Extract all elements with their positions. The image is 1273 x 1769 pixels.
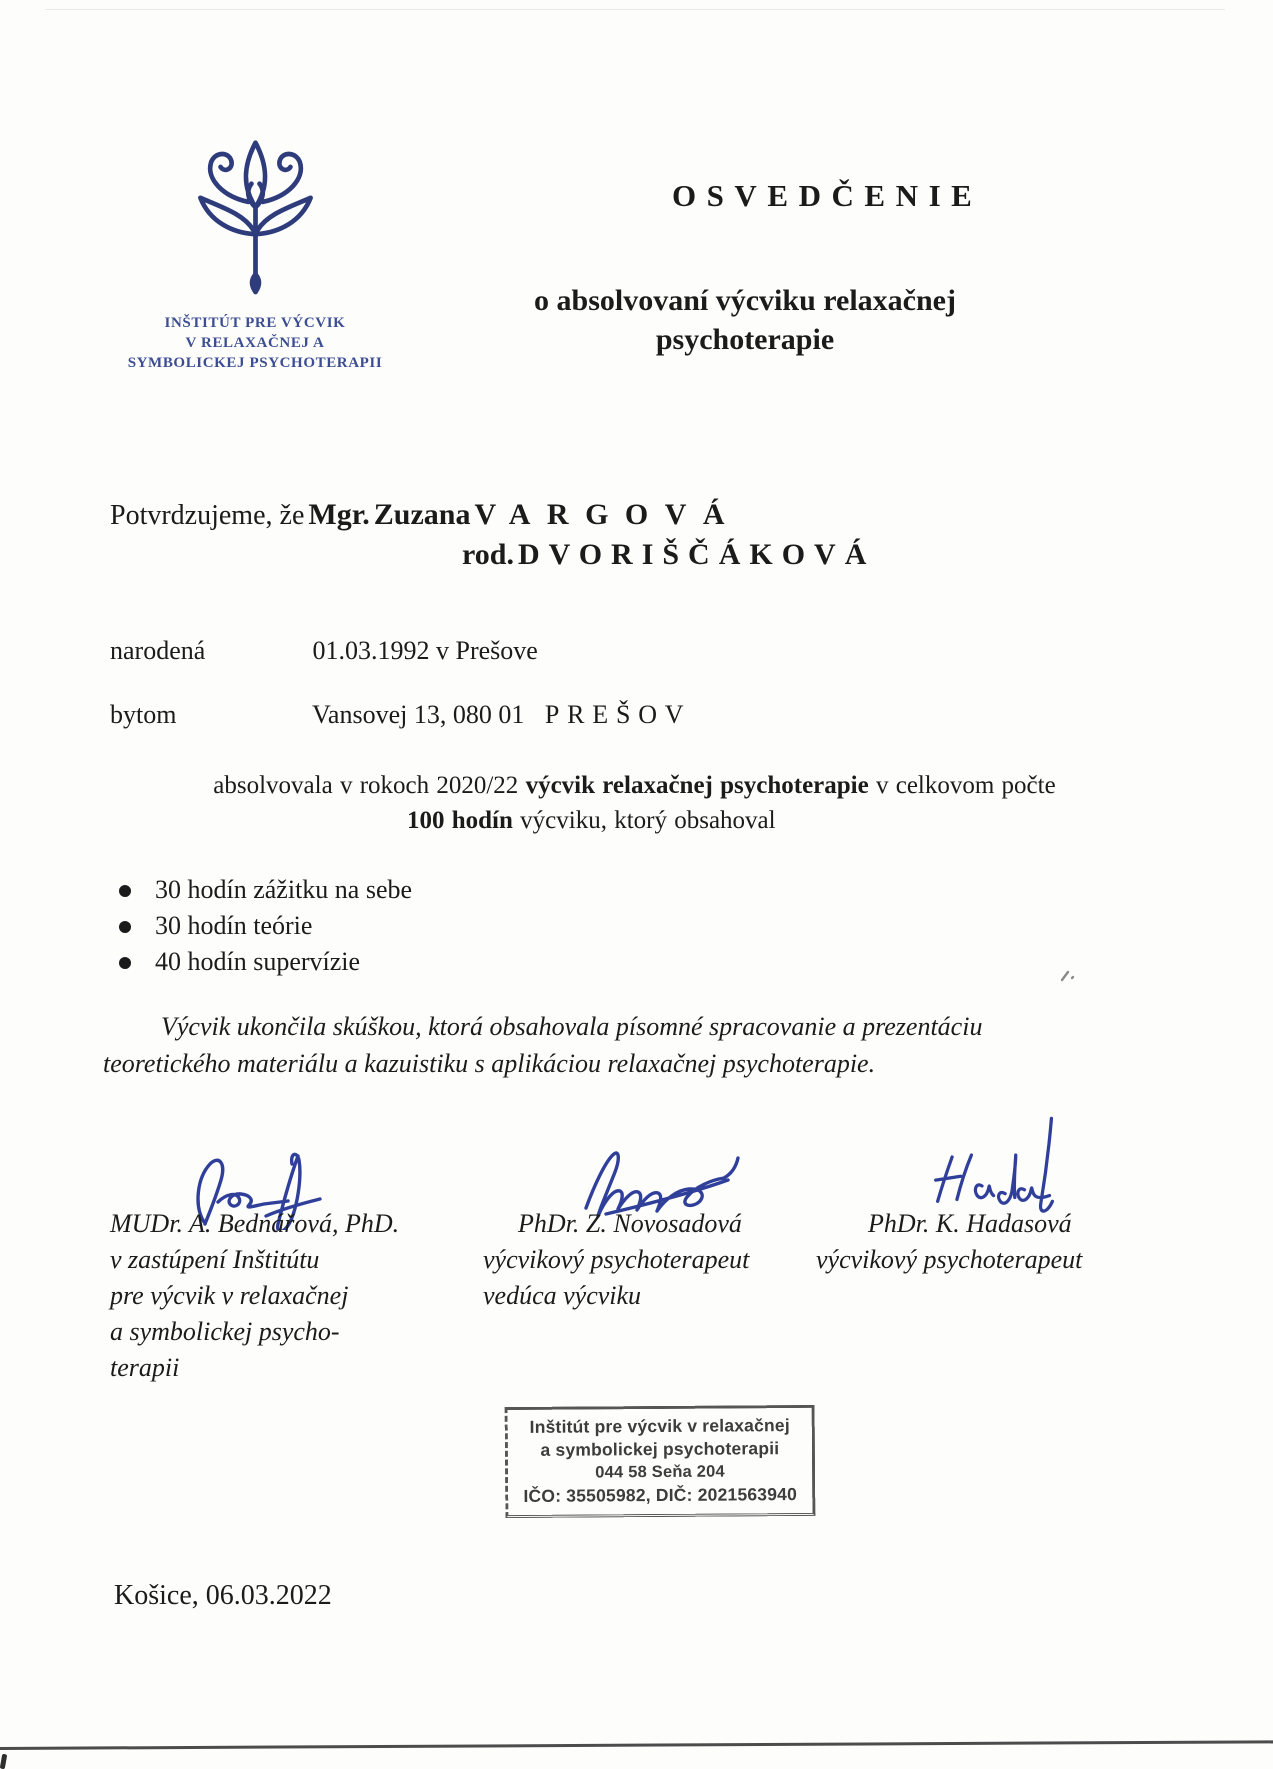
training-hours-bold: 100 hodín <box>407 807 513 834</box>
stamp-line: IČO: 35505982, DIČ: 2021563940 <box>523 1484 798 1506</box>
training-line-1 <box>62 768 1207 803</box>
signatory-role-line: výcvikový psychoterapeut <box>483 1245 750 1274</box>
institute-logo <box>100 136 410 373</box>
list-item: 30 hodín teórie <box>155 908 412 944</box>
training-paragraph <box>62 768 1207 838</box>
signatory-name: MUDr. A. Bednářová, PhD. <box>110 1209 400 1238</box>
holder-name-block <box>110 498 875 572</box>
institute-caption-line: V RELAXAČNEJ A <box>185 335 325 351</box>
born-row <box>110 636 538 666</box>
list-item: 40 hodín supervízie <box>155 944 412 980</box>
residence-value: Vansovej 13, 080 01 <box>312 700 525 729</box>
maiden-name-line <box>462 538 875 572</box>
scan-stray-mark <box>1058 964 1078 986</box>
scan-edge-line-bottom <box>0 1740 1273 1750</box>
born-label: narodená <box>110 636 206 665</box>
signatory-role-line: výcvikový psychoterapeut <box>816 1245 1083 1274</box>
institute-caption-line: SYMBOLICKEJ PSYCHOTERAPII <box>127 355 383 371</box>
signatory-role-line: a symbolickej psycho- <box>110 1317 340 1346</box>
institute-stamp <box>505 1405 816 1518</box>
certificate-title: OSVEDČENIE <box>672 178 983 213</box>
signatory-role-line: pre výcvik v relaxačnej <box>110 1281 349 1310</box>
signatory-column <box>483 1206 749 1314</box>
list-item: 30 hodín zážitku na sebe <box>155 872 412 908</box>
signatory-name: PhDr. Z. Novosadová <box>518 1209 742 1238</box>
institute-name-caption <box>100 313 410 373</box>
signatory-column <box>816 1206 1082 1278</box>
stamp-line: a symbolickej psychoterapii <box>540 1438 780 1460</box>
confirmation-lead: Potvrdzujeme, že <box>110 500 305 531</box>
maiden-name: DVORIŠČÁKOVÁ <box>517 538 876 571</box>
signatory-role-line: vedúca výcviku <box>483 1281 642 1310</box>
training-text: absolvovala v rokoch 2020/22 <box>213 772 519 799</box>
residence-label: bytom <box>110 700 177 729</box>
scan-corner-mark <box>0 1754 7 1769</box>
certificate-subtitle-line: psychoterapie <box>655 323 835 356</box>
holder-degree: Mgr. <box>308 498 370 531</box>
exam-paragraph <box>103 1008 1183 1082</box>
scan-edge-line-top <box>45 9 1225 10</box>
holder-first-name: Zuzana <box>373 498 471 531</box>
training-breakdown-list <box>155 872 412 980</box>
exam-paragraph-line: teoretického materiálu a kazuistiku s aplikáciou relaxačnej psychoterapie. <box>103 1049 876 1078</box>
training-line-2 <box>407 803 1207 838</box>
signatory-column <box>110 1206 399 1386</box>
stamp-line: Inštitút pre výcvik v relaxačnej <box>529 1415 790 1437</box>
born-value: 01.03.1992 v Prešove <box>312 636 538 665</box>
signatory-role-line: terapii <box>110 1353 180 1382</box>
certificate-subtitle <box>420 281 1070 359</box>
institute-caption-line: INŠTITÚT PRE VÝCVIK <box>164 315 346 331</box>
exam-paragraph-line: Výcvik ukončila skúškou, ktorá obsahovala písomné spracovanie a prezentáciu <box>161 1012 983 1041</box>
residence-city: PREŠOV <box>544 700 692 729</box>
stamp-line: 044 58 Seňa 204 <box>595 1462 725 1482</box>
maiden-prefix: rod. <box>462 538 514 571</box>
training-text-bold: výcvik relaxačnej psychoterapie <box>525 772 869 799</box>
lily-flower-icon <box>173 136 338 304</box>
signatory-role-line: v zastúpení Inštitútu <box>110 1245 320 1274</box>
signatory-name: PhDr. K. Hadasová <box>868 1209 1072 1238</box>
place-date: Košice, 06.03.2022 <box>114 1580 332 1611</box>
holder-name-line <box>110 498 875 532</box>
residence-row <box>110 700 691 730</box>
certificate-subtitle-line: o absolvovaní výcviku relaxačnej <box>534 284 956 317</box>
training-text: v celkovom počte <box>875 772 1056 799</box>
holder-surname: VARGOVÁ <box>474 498 742 531</box>
training-text: výcviku, ktorý obsahoval <box>520 807 776 834</box>
